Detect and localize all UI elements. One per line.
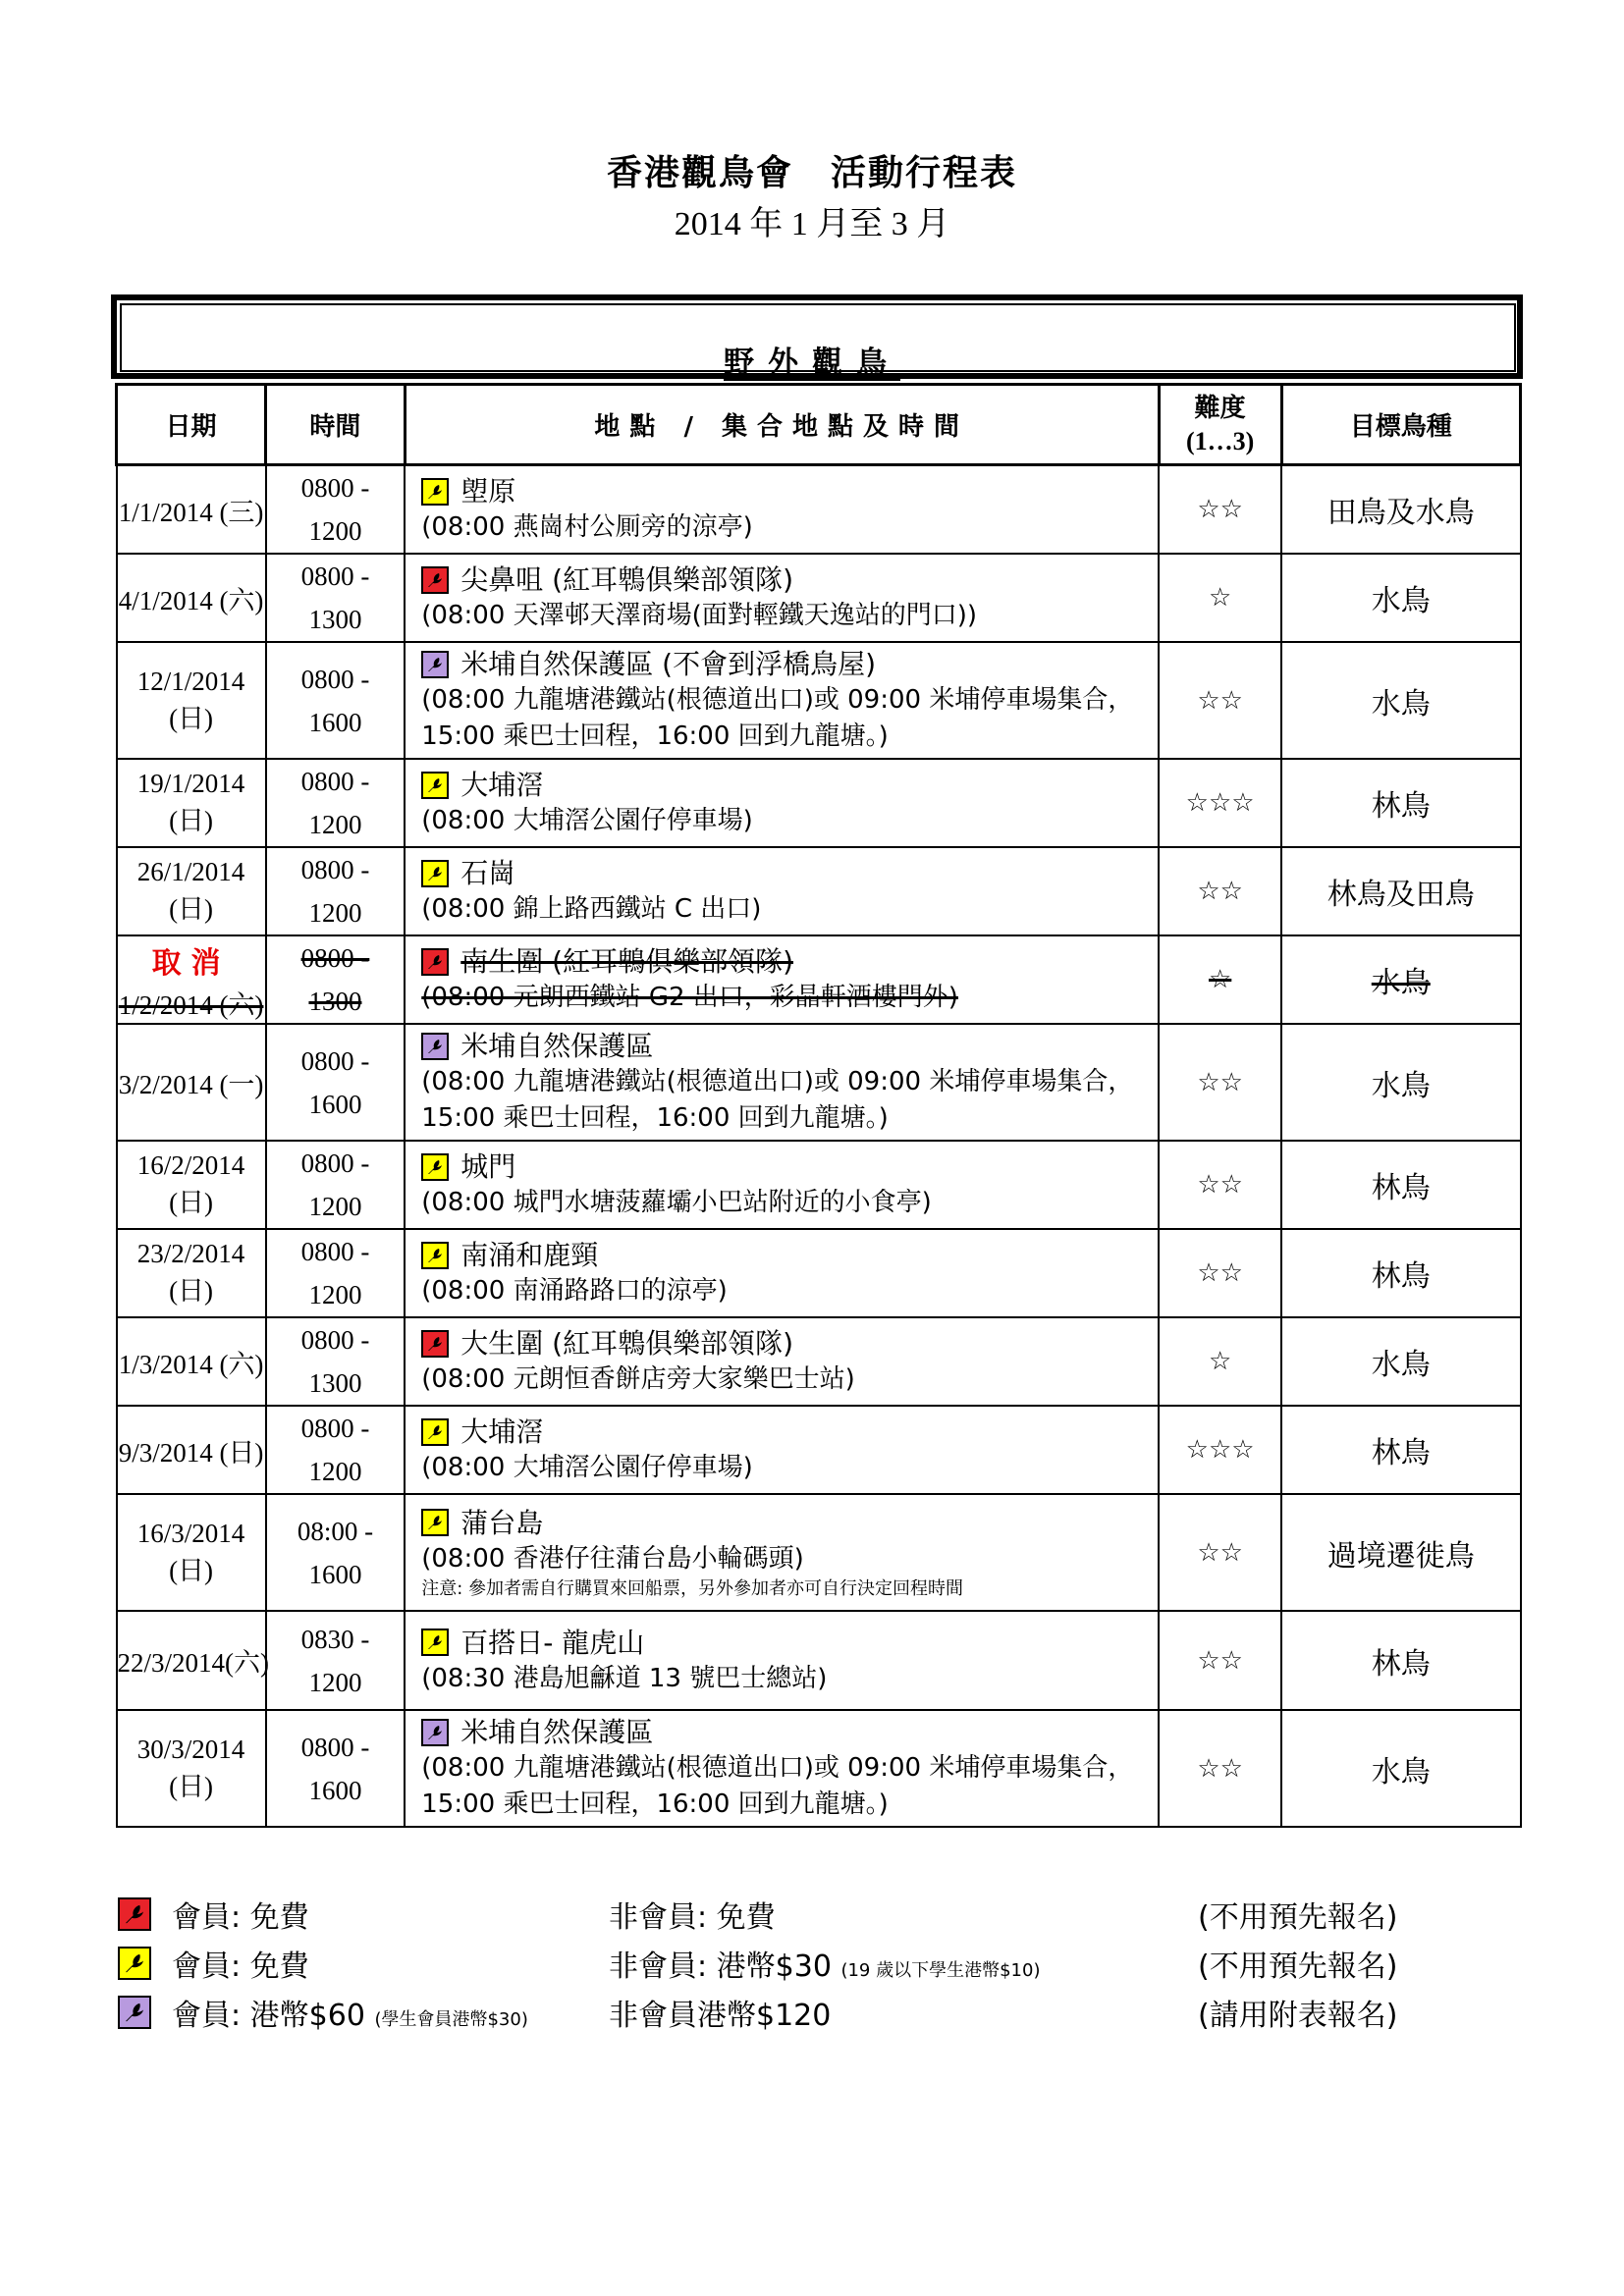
row-date-cell <box>117 935 266 1024</box>
page-subtitle: 2014 年 1 月至 3 月 <box>674 206 950 242</box>
legend-nonmember-fee-note: (19 歲以下學生港幣$10) <box>840 1960 1041 1981</box>
location-name: 米埔自然保護區 <box>460 1030 654 1062</box>
row-time-cell <box>266 1494 406 1611</box>
row-date-cell <box>117 1141 266 1229</box>
row-difficulty-cell <box>1159 1141 1281 1229</box>
row-time-cell <box>266 1229 406 1317</box>
location-name-line <box>421 855 1158 891</box>
table-row <box>117 1024 1521 1141</box>
row-target-cell <box>1281 1611 1520 1710</box>
row-time-end: 1300 <box>308 605 362 634</box>
target-birds: 水鳥 <box>1371 966 1431 1000</box>
target-birds: 林鳥 <box>1371 1171 1431 1205</box>
legend-category-badge-icon <box>118 1996 151 2029</box>
row-time-cell <box>266 1317 406 1406</box>
row-time-cell <box>266 554 406 642</box>
row-target-cell <box>1281 642 1520 759</box>
bird-silhouette-icon <box>425 1632 445 1652</box>
difficulty-stars: ☆☆☆ <box>1185 1435 1255 1465</box>
location-name-line <box>421 1148 1158 1185</box>
row-date-cell <box>117 465 266 555</box>
location-name-line <box>421 1714 1158 1750</box>
row-date-cell <box>117 554 266 642</box>
location-name-line <box>421 473 1158 509</box>
row-time-start: 08:00 - <box>297 1516 374 1546</box>
location-name: 百搭日- 龍虎山 <box>460 1626 645 1659</box>
header-location: 地點 / 集合地點及時間 <box>405 385 1159 465</box>
row-time-end: 1200 <box>308 1667 362 1697</box>
row-date: 1/2/2014 (六) <box>118 989 264 1020</box>
location-name-line <box>421 767 1158 803</box>
legend-member-fee <box>172 1991 528 2034</box>
header-difficulty <box>1159 385 1281 465</box>
difficulty-stars: ☆☆ <box>1197 1170 1243 1200</box>
category-badge-icon <box>421 1330 449 1358</box>
category-badge-icon <box>421 948 449 976</box>
row-time-end: 1600 <box>308 707 362 737</box>
difficulty-stars: ☆ <box>1208 1347 1232 1376</box>
location-name: 南涌和鹿頸 <box>460 1239 599 1271</box>
meeting-point: (08:00 城門水塘菠蘿壩小巴站附近的小食亭) <box>421 1188 932 1217</box>
target-birds: 水鳥 <box>1371 1754 1431 1789</box>
row-time-end: 1200 <box>308 810 362 839</box>
target-birds: 林鳥及田鳥 <box>1326 878 1475 912</box>
target-birds: 林鳥 <box>1371 1646 1431 1682</box>
row-time-cell <box>266 465 406 555</box>
target-birds: 水鳥 <box>1371 1068 1431 1103</box>
row-date: 9/3/2014 (日) <box>118 1437 264 1468</box>
row-time-start: 0800 - <box>300 1148 370 1178</box>
row-time-start: 0800 - <box>300 561 370 591</box>
row-time-end: 1600 <box>308 1559 362 1589</box>
row-date-cell <box>117 642 266 759</box>
meeting-point: (08:00 大埔滘公園仔停車場) <box>421 806 753 835</box>
row-difficulty-cell <box>1159 759 1281 847</box>
legend-registration-note: (不用預先報名) <box>1198 1900 1398 1935</box>
bird-silhouette-icon <box>425 1037 445 1056</box>
location-name-line <box>421 943 1158 980</box>
row-location-cell <box>405 1024 1159 1141</box>
row-location-cell <box>405 847 1159 935</box>
row-time-end: 1200 <box>308 898 362 928</box>
row-time-end: 1200 <box>308 1457 362 1486</box>
row-time-start: 0800 - <box>300 664 370 694</box>
legend-member-fee <box>172 1893 309 1936</box>
location-name: 南生圍 (紅耳鵯俱樂部領隊) <box>460 945 793 978</box>
location-name: 大埔滘 <box>460 1415 544 1448</box>
meeting-point: (08:00 元朗西鐵站 G2 出口，彩晶軒酒樓門外) <box>421 983 958 1012</box>
target-birds: 林鳥 <box>1371 789 1431 824</box>
difficulty-stars: ☆☆☆ <box>1185 788 1255 818</box>
row-time-start: 0800 - <box>300 1325 370 1355</box>
location-name: 米埔自然保護區 (不會到浮橋鳥屋) <box>460 648 876 680</box>
meeting-point: (08:00 九龍塘港鐵站(根德道出口)或 09:00 米埔停車場集合，15:00 乘巴士回程，16:00 回到九龍塘。) <box>421 1753 1134 1819</box>
target-birds: 林鳥 <box>1371 1259 1431 1294</box>
location-name: 尖鼻咀 (紅耳鵯俱樂部領隊) <box>460 563 793 596</box>
table-row <box>117 1317 1521 1406</box>
legend-nonmember-fee <box>609 1893 776 1936</box>
table-row <box>117 759 1521 847</box>
bird-silhouette-icon <box>425 570 445 590</box>
row-target-cell <box>1281 847 1520 935</box>
row-difficulty-cell <box>1159 465 1281 555</box>
legend-row <box>118 1895 1512 1934</box>
row-date-cell <box>117 1494 266 1611</box>
legend-member-fee-text: 會員: 港幣$60 <box>172 1999 365 2033</box>
location-name-line <box>421 561 1158 598</box>
row-difficulty-cell <box>1159 642 1281 759</box>
row-time-start: 0830 - <box>300 1624 370 1654</box>
bird-silhouette-icon <box>122 1901 147 1927</box>
difficulty-stars: ☆☆ <box>1197 495 1243 524</box>
row-location-cell <box>405 1710 1159 1827</box>
target-birds: 水鳥 <box>1371 584 1431 618</box>
row-date-cell <box>117 1317 266 1406</box>
target-birds: 水鳥 <box>1371 1348 1431 1382</box>
bird-silhouette-icon <box>425 1513 445 1532</box>
meeting-point: (08:00 大埔滘公園仔停車場) <box>421 1453 753 1482</box>
location-name-line <box>421 1028 1158 1064</box>
bird-silhouette-icon <box>425 1157 445 1177</box>
row-difficulty-cell <box>1159 1406 1281 1494</box>
row-time-end: 1600 <box>308 1775 362 1805</box>
row-difficulty-cell <box>1159 1024 1281 1141</box>
row-location-cell <box>405 1141 1159 1229</box>
row-location-cell <box>405 465 1159 555</box>
table-row <box>117 1494 1521 1611</box>
table-row <box>117 642 1521 759</box>
table-row <box>117 847 1521 935</box>
legend-nonmember-fee-text: 非會員港幣$120 <box>609 1999 832 2033</box>
legend-member-fee-note: (學生會員港幣$30) <box>374 2009 528 2030</box>
difficulty-stars: ☆ <box>1208 583 1232 613</box>
category-badge-icon <box>421 1242 449 1269</box>
row-date: 16/2/2014 (日) <box>136 1150 245 1217</box>
row-target-cell <box>1281 1317 1520 1406</box>
row-date: 1/1/2014 (三) <box>118 497 264 527</box>
row-time-cell <box>266 1024 406 1141</box>
row-target-cell <box>1281 935 1520 1024</box>
legend-nonmember-fee-text: 非會員: 港幣$30 <box>609 1949 832 1984</box>
row-location-cell <box>405 935 1159 1024</box>
row-date: 19/1/2014 (日) <box>136 769 245 835</box>
meeting-point: (08:00 燕崗村公厠旁的涼亭) <box>421 512 753 542</box>
location-name-line <box>421 1325 1158 1362</box>
table-row <box>117 554 1521 642</box>
row-difficulty-cell <box>1159 847 1281 935</box>
row-date: 16/3/2014 (日) <box>136 1518 245 1585</box>
page-title: 香港觀鳥會 活動行程表 <box>606 153 1017 193</box>
category-badge-icon <box>421 860 449 887</box>
category-badge-icon <box>421 478 449 506</box>
difficulty-stars: ☆☆ <box>1197 877 1243 906</box>
row-location-cell <box>405 1611 1159 1710</box>
target-birds: 過境遷徙鳥 <box>1326 1538 1475 1574</box>
bird-silhouette-icon <box>425 1422 445 1442</box>
table-row <box>117 1141 1521 1229</box>
header-date: 日期 <box>117 385 266 465</box>
row-target-cell <box>1281 1494 1520 1611</box>
row-time-start: 0800 - <box>300 1045 370 1076</box>
row-difficulty-cell <box>1159 1317 1281 1406</box>
bird-silhouette-icon <box>425 1246 445 1265</box>
row-date-cell <box>117 759 266 847</box>
table-row <box>117 465 1521 555</box>
meeting-point: (08:00 南涌路路口的涼亭) <box>421 1276 728 1306</box>
row-time-cell <box>266 1611 406 1710</box>
location-name-line <box>421 646 1158 682</box>
bird-silhouette-icon <box>425 864 445 883</box>
row-time-end: 1200 <box>308 516 362 546</box>
row-location-cell <box>405 1406 1159 1494</box>
table-row <box>117 1611 1521 1710</box>
row-time-start: 0800 - <box>300 1732 370 1762</box>
category-badge-icon <box>421 772 449 799</box>
row-location-cell <box>405 554 1159 642</box>
row-target-cell <box>1281 1024 1520 1141</box>
location-name-line <box>421 1414 1158 1450</box>
category-badge-icon <box>421 566 449 594</box>
section-title: 野外觀鳥 <box>724 346 900 381</box>
row-location-cell <box>405 1494 1159 1611</box>
row-time-cell <box>266 642 406 759</box>
difficulty-stars: ☆☆ <box>1197 685 1243 716</box>
row-difficulty-cell <box>1159 1611 1281 1710</box>
row-target-cell <box>1281 1710 1520 1827</box>
meeting-point: (08:00 九龍塘港鐵站(根德道出口)或 09:00 米埔停車場集合，15:00 乘巴士回程，16:00 回到九龍塘。) <box>421 1067 1134 1133</box>
bird-silhouette-icon <box>425 775 445 795</box>
bird-silhouette-icon <box>425 655 445 674</box>
legend-member-fee <box>172 1942 309 1985</box>
row-time-cell <box>266 935 406 1024</box>
location-name-line <box>421 1237 1158 1273</box>
row-difficulty-cell <box>1159 1229 1281 1317</box>
legend-member-fee-text: 會員: 免費 <box>172 1900 309 1935</box>
legend-category-badge-icon <box>118 1897 151 1931</box>
category-badge-icon <box>421 1033 449 1060</box>
meeting-point: (08:00 香港仔往蒲台島小輪碼頭) <box>421 1543 804 1574</box>
row-date: 22/3/2014(六) <box>117 1648 269 1678</box>
location-name-line <box>421 1505 1158 1541</box>
row-target-cell <box>1281 759 1520 847</box>
row-date-cell <box>117 1024 266 1141</box>
difficulty-stars: ☆☆ <box>1197 1753 1243 1784</box>
header-time: 時間 <box>266 385 406 465</box>
category-badge-icon <box>421 651 449 678</box>
row-time-cell <box>266 1406 406 1494</box>
header-difficulty-range: (1…3) <box>1185 426 1255 455</box>
table-row <box>117 1406 1521 1494</box>
row-target-cell <box>1281 1229 1520 1317</box>
row-time-cell <box>266 847 406 935</box>
location-name: 石崗 <box>460 857 516 889</box>
row-location-cell <box>405 759 1159 847</box>
difficulty-stars: ☆ <box>1208 965 1232 994</box>
legend-registration-note: (請用附表報名) <box>1198 1999 1398 2033</box>
target-birds: 田鳥及水鳥 <box>1326 496 1475 530</box>
row-time-end: 1200 <box>308 1280 362 1309</box>
row-difficulty-cell <box>1159 1710 1281 1827</box>
target-birds: 水鳥 <box>1371 686 1431 721</box>
legend-nonmember-fee <box>609 1942 1040 1985</box>
meeting-point: (08:00 元朗恒香餅店旁大家樂巴士站) <box>421 1364 855 1394</box>
category-badge-icon <box>421 1629 449 1656</box>
row-target-cell <box>1281 554 1520 642</box>
legend-row <box>118 1944 1512 1983</box>
category-badge-icon <box>421 1418 449 1446</box>
header-target-birds: 目標鳥種 <box>1281 385 1520 465</box>
category-badge-icon <box>421 1509 449 1536</box>
location-name: 城門 <box>460 1150 516 1183</box>
row-location-cell <box>405 1229 1159 1317</box>
row-date: 23/2/2014 (日) <box>136 1239 245 1306</box>
schedule-table <box>115 383 1522 1828</box>
row-date-cell <box>117 1710 266 1827</box>
row-time-end: 1200 <box>308 1192 362 1221</box>
meeting-point: (08:30 港島旭龢道 13 號巴士總站) <box>421 1663 828 1693</box>
row-date-cell <box>117 1229 266 1317</box>
table-row <box>117 1229 1521 1317</box>
legend-category-badge-icon <box>118 1947 151 1980</box>
category-badge-icon <box>421 1719 449 1746</box>
row-target-cell <box>1281 1141 1520 1229</box>
legend-member-fee-text: 會員: 免費 <box>172 1949 309 1984</box>
row-date: 4/1/2014 (六) <box>118 585 264 615</box>
legend-row <box>118 1993 1512 2032</box>
row-date-cell <box>117 847 266 935</box>
location-name: 蒲台島 <box>460 1506 544 1539</box>
row-date: 26/1/2014 (日) <box>136 857 245 924</box>
row-difficulty-cell <box>1159 554 1281 642</box>
bird-silhouette-icon <box>122 2000 147 2025</box>
table-row <box>117 1710 1521 1827</box>
row-location-cell <box>405 642 1159 759</box>
row-time-start: 0800 - <box>300 943 370 973</box>
row-date: 3/2/2014 (一) <box>118 1070 264 1099</box>
row-target-cell <box>1281 1406 1520 1494</box>
row-difficulty-cell <box>1159 1494 1281 1611</box>
row-time-cell <box>266 1710 406 1827</box>
meeting-point: (08:00 錦上路西鐵站 C 出口) <box>421 894 762 924</box>
row-date: 1/3/2014 (六) <box>118 1349 264 1379</box>
location-name: 大生圍 (紅耳鵯俱樂部領隊) <box>460 1327 793 1360</box>
row-time-start: 0800 - <box>300 855 370 884</box>
table-header-row <box>117 385 1521 465</box>
row-location-cell <box>405 1317 1159 1406</box>
target-birds: 林鳥 <box>1371 1436 1431 1470</box>
row-date-cell <box>117 1611 269 1710</box>
row-time-end: 1600 <box>308 1089 362 1119</box>
legend-nonmember-fee-text: 非會員: 免費 <box>609 1900 776 1935</box>
row-time-start: 0800 - <box>300 767 370 796</box>
legend-registration-note: (不用預先報名) <box>1198 1949 1398 1984</box>
bird-silhouette-icon <box>122 1950 147 1976</box>
row-note: 注意: 參加者需自行購買來回船票，另外參加者亦可自行決定回程時間 <box>421 1577 964 1599</box>
table-row <box>117 935 1521 1024</box>
difficulty-stars: ☆☆ <box>1197 1537 1243 1568</box>
location-name: 米埔自然保護區 <box>460 1716 654 1748</box>
row-time-start: 0800 - <box>300 1237 370 1266</box>
row-time-end: 1300 <box>308 1368 362 1398</box>
header-difficulty-label: 難度 <box>1194 393 1246 423</box>
row-time-end: 1300 <box>308 987 362 1016</box>
location-name: 塱原 <box>460 475 516 507</box>
location-name-line <box>421 1625 1158 1661</box>
difficulty-stars: ☆☆ <box>1197 1645 1243 1676</box>
bird-silhouette-icon <box>425 482 445 502</box>
row-time-cell <box>266 1141 406 1229</box>
meeting-point: (08:00 天澤邨天澤商場(面對輕鐵天逸站的門口)) <box>421 601 978 630</box>
meeting-point: (08:00 九龍塘港鐵站(根德道出口)或 09:00 米埔停車場集合，15:00 乘巴士回程，16:00 回到九龍塘。) <box>421 685 1134 751</box>
cancelled-label: 取消 <box>151 945 231 981</box>
bird-silhouette-icon <box>425 1334 445 1354</box>
difficulty-stars: ☆☆ <box>1197 1258 1243 1288</box>
row-difficulty-cell <box>1159 935 1281 1024</box>
row-date: 30/3/2014 (日) <box>136 1734 245 1801</box>
legend-nonmember-fee <box>609 1991 831 2034</box>
row-target-cell <box>1281 465 1520 555</box>
bird-silhouette-icon <box>425 1723 445 1742</box>
row-date: 12/1/2014 (日) <box>136 666 245 733</box>
category-badge-icon <box>421 1153 449 1181</box>
row-time-start: 0800 - <box>300 473 370 503</box>
row-time-cell <box>266 759 406 847</box>
row-date-cell <box>117 1406 266 1494</box>
location-name: 大埔滘 <box>460 769 544 801</box>
row-time-start: 0800 - <box>300 1414 370 1443</box>
difficulty-stars: ☆☆ <box>1197 1067 1243 1097</box>
bird-silhouette-icon <box>425 952 445 972</box>
